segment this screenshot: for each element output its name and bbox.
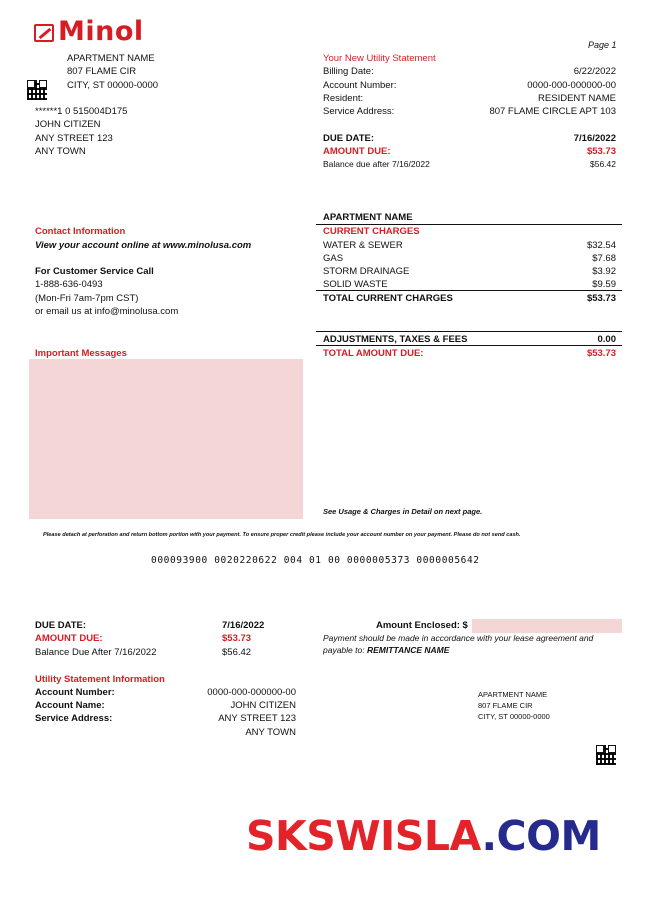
important-messages-title: Important Messages — [35, 348, 127, 359]
charge-row — [323, 240, 616, 251]
charge-row — [323, 266, 616, 277]
service-address-value: 807 FLAME CIRCLE APT 103 — [489, 106, 616, 117]
payment-note-line1: Payment should be made in accordance with your lease agreement and — [323, 633, 594, 643]
amount-due-value: $53.73 — [586, 146, 616, 157]
stub-due-date-label: DUE DATE: — [35, 620, 87, 631]
charge-value: $9.59 — [592, 279, 616, 290]
watermark-red: SKSWISLA — [246, 812, 482, 860]
service-address-row — [323, 106, 616, 117]
total-current-charges-value: $53.73 — [586, 293, 616, 304]
billing-date-row — [323, 66, 616, 77]
current-charges-title: CURRENT CHARGES — [323, 226, 420, 237]
stub-due-date-value: 7/16/2022 — [222, 620, 265, 631]
due-date-row — [323, 133, 616, 144]
amount-due-label: AMOUNT DUE: — [323, 146, 391, 157]
resident-value: RESIDENT NAME — [538, 93, 616, 104]
contact-title: Contact Information — [35, 226, 126, 237]
total-amount-due-row — [323, 348, 616, 359]
account-number-value: 0000-000-000000-00 — [527, 80, 616, 91]
charges-divider-top — [316, 224, 622, 225]
stub-account-name-value: JOHN CITIZEN — [230, 700, 296, 711]
charge-row — [323, 253, 616, 264]
stub-service-city: ANY TOWN — [245, 727, 296, 738]
stub-account-number-label: Account Number: — [35, 687, 115, 698]
important-messages-box — [29, 359, 303, 519]
billing-date-label: Billing Date: — [323, 66, 374, 77]
stub-service-address-label: Service Address: — [35, 713, 113, 724]
adjustments-label: ADJUSTMENTS, TAXES & FEES — [323, 334, 468, 345]
watermark-dot: . — [481, 812, 497, 860]
watermark-blue: COM — [496, 812, 601, 860]
charge-value: $32.54 — [586, 240, 616, 251]
customer-service-title: For Customer Service Call — [35, 266, 154, 277]
see-detail-note: See Usage & Charges in Detail on next page. — [323, 507, 483, 516]
detach-note: Please detach at perforation and return bottom portion with your payment. To ensure proper credit please include your account number on your payment. Please do not send cash. — [43, 532, 521, 538]
charges-divider-total — [316, 290, 622, 291]
stub-service-address-value: ANY STREET 123 — [218, 713, 296, 724]
contact-email[interactable]: or email us at info@minolusa.com — [35, 306, 179, 317]
amount-due-row — [323, 146, 616, 157]
minol-logo-icon — [34, 24, 54, 42]
sender-name: APARTMENT NAME — [67, 53, 155, 64]
total-current-charges-label: TOTAL CURRENT CHARGES — [323, 293, 453, 304]
charges-property: APARTMENT NAME — [323, 212, 413, 223]
charge-label: SOLID WASTE — [323, 279, 388, 290]
sender-street: 807 FLAME CIR — [67, 66, 137, 77]
payable-to-label: payable to: — [323, 645, 367, 655]
contact-online[interactable]: View your account online at www.minolusa.com — [35, 240, 252, 251]
resident-row — [323, 93, 616, 104]
service-address-label: Service Address: — [323, 106, 395, 117]
adjustments-row — [323, 334, 616, 345]
sender-city: CITY, ST 00000-0000 — [67, 80, 159, 91]
contact-phone[interactable]: 1-888-636-0493 — [35, 279, 103, 290]
adjustments-value: 0.00 — [597, 334, 616, 345]
recipient-street: ANY STREET 123 — [35, 133, 113, 144]
contact-hours: (Mon-Fri 7am-7pm CST) — [35, 293, 139, 304]
balance-value: $56.42 — [590, 159, 616, 169]
recipient-code: ******1 0 515004D175 — [35, 106, 128, 117]
account-number-row — [323, 80, 616, 91]
resident-label: Resident: — [323, 93, 364, 104]
watermark — [246, 812, 601, 860]
amount-enclosed-label: Amount Enclosed: $ — [376, 620, 468, 631]
remit-city: CITY, ST 00000-0000 — [478, 712, 550, 721]
ocr-scan-line: 000093900 0020220622 004 01 00 0000005373 0000005642 — [151, 555, 480, 566]
charge-value: $3.92 — [592, 266, 616, 277]
adjust-divider-top — [316, 331, 622, 332]
account-number-label: Account Number: — [323, 80, 397, 91]
remit-name: APARTMENT NAME — [478, 690, 548, 699]
due-date-label: DUE DATE: — [323, 133, 375, 144]
stub-amount-due-value: $53.73 — [222, 633, 252, 644]
stub-qr-code-icon — [596, 745, 616, 765]
qr-code-icon — [27, 80, 47, 100]
charge-label: GAS — [323, 253, 344, 264]
remit-street: 807 FLAME CIR — [478, 701, 533, 710]
charge-row — [323, 279, 616, 290]
charge-label: STORM DRAINAGE — [323, 266, 410, 277]
recipient-city: ANY TOWN — [35, 146, 86, 157]
charge-value: $7.68 — [592, 253, 616, 264]
stub-account-number-value: 0000-000-000000-00 — [207, 687, 296, 698]
adjust-divider-bottom — [316, 345, 622, 346]
stub-account-name-label: Account Name: — [35, 700, 105, 711]
total-amount-due-value: $53.73 — [586, 348, 616, 359]
stub-balance-label: Balance Due After 7/16/2022 — [35, 647, 157, 658]
stub-amount-due-label: AMOUNT DUE: — [35, 633, 103, 644]
recipient-name: JOHN CITIZEN — [35, 119, 101, 130]
payable-to-name: REMITTANCE NAME — [366, 645, 450, 655]
page-number: Page 1 — [588, 40, 617, 50]
payment-note-line2 — [323, 645, 449, 655]
balance-label: Balance due after 7/16/2022 — [323, 159, 430, 169]
amount-enclosed-field[interactable] — [472, 619, 622, 633]
charge-label: WATER & SEWER — [323, 240, 403, 251]
brand-logo: Minol — [58, 16, 144, 47]
total-current-charges-row — [323, 293, 616, 304]
due-date-value: 7/16/2022 — [573, 133, 616, 144]
utility-info-title: Utility Statement Information — [35, 674, 165, 685]
total-amount-due-label: TOTAL AMOUNT DUE: — [323, 348, 424, 359]
stub-balance-value: $56.42 — [222, 647, 252, 658]
balance-row — [323, 159, 616, 169]
billing-date-value: 6/22/2022 — [573, 66, 616, 77]
statement-title: Your New Utility Statement — [323, 53, 436, 64]
